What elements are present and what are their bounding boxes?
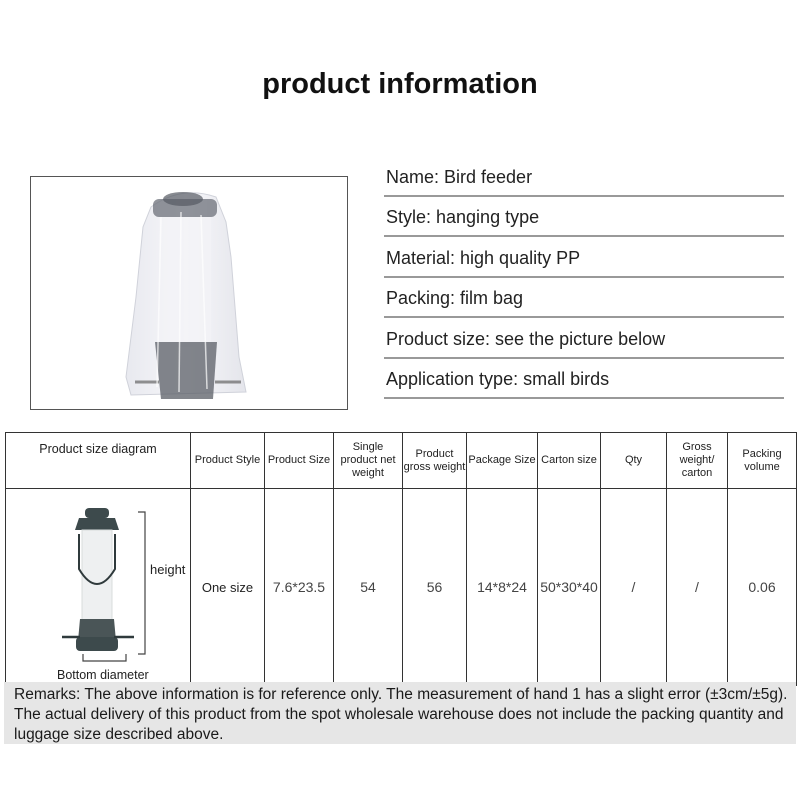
cell-net-weight: 54 [334, 489, 403, 686]
cell-package-size: 14*8*24 [467, 489, 538, 686]
header-size-diagram: Product size diagram [6, 433, 191, 489]
cell-gross-weight: 56 [403, 489, 467, 686]
info-name: Name: Bird feeder [384, 156, 784, 197]
product-info-list [384, 156, 784, 399]
info-packing: Packing: film bag [384, 278, 784, 319]
bird-feeder-diagram-icon [6, 489, 191, 685]
header-carton-size: Carton size [538, 433, 601, 489]
cell-product-style: One size [191, 489, 265, 686]
cell-gross-weight-carton: / [667, 489, 728, 686]
bird-feeder-bagged-image [31, 177, 347, 409]
page-title: product information [262, 68, 538, 100]
header-package-size: Package Size [467, 433, 538, 489]
table-row [6, 489, 797, 686]
header-product-size: Product Size [265, 433, 334, 489]
header-gross-weight: Product gross weight [403, 433, 467, 489]
header-qty: Qty [601, 433, 667, 489]
header-net-weight: Single product net weight [334, 433, 403, 489]
spec-table [5, 432, 797, 686]
cell-qty: / [601, 489, 667, 686]
size-diagram-cell [6, 489, 191, 686]
header-product-style: Product Style [191, 433, 265, 489]
table-header-row [6, 433, 797, 489]
cell-carton-size: 50*30*40 [538, 489, 601, 686]
bottom-diameter-label: Bottom diameter [57, 668, 149, 682]
info-style: Style: hanging type [384, 197, 784, 238]
info-application-type: Application type: small birds [384, 359, 784, 400]
height-label: height [150, 562, 186, 577]
info-product-size: Product size: see the picture below [384, 318, 784, 359]
info-material: Material: high quality PP [384, 237, 784, 278]
product-photo [30, 176, 348, 410]
cell-product-size: 7.6*23.5 [265, 489, 334, 686]
header-gross-weight-carton: Gross weight/ carton [667, 433, 728, 489]
cell-packing-volume: 0.06 [728, 489, 797, 686]
remarks-box: Remarks: The above information is for reference only. The measurement of hand 1 has a slight error (±3cm/±5g). The actual delivery of this product from the spot wholesale warehouse does not include the packing quantity and luggage size described above. [4, 682, 796, 744]
header-packing-volume: Packing volume [728, 433, 797, 489]
